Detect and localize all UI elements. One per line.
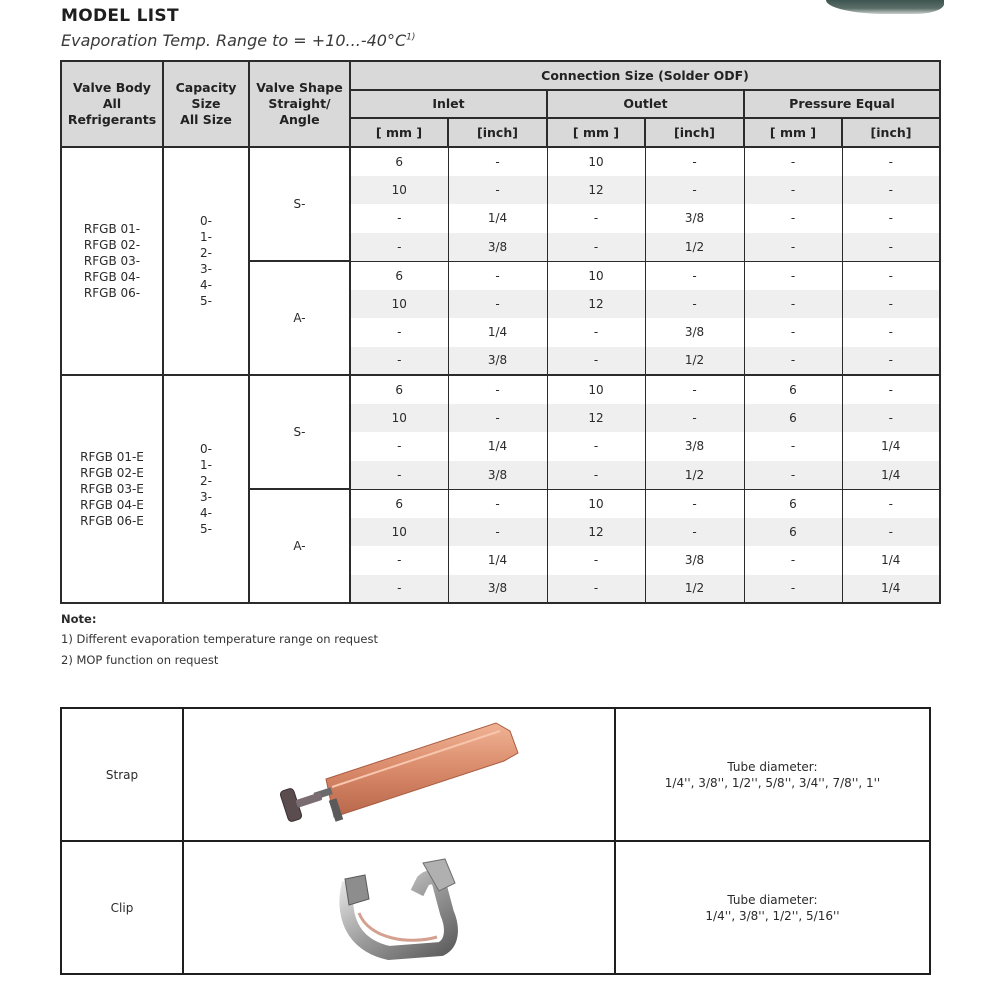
table-cell: - <box>448 375 547 404</box>
table-cell: - <box>645 404 744 433</box>
accessory-description: Tube diameter: 1/4'', 3/8'', 1/2'', 5/8'', 3/4'', 7/8'', 1'' <box>615 708 930 841</box>
table-cell: - <box>350 575 448 604</box>
table-cell: - <box>645 375 744 404</box>
table-cell: - <box>547 318 645 347</box>
table-cell: - <box>448 290 547 319</box>
table-cell: - <box>744 575 842 604</box>
table-cell: 6 <box>744 518 842 547</box>
unit-inch-header: [inch] <box>842 118 940 147</box>
table-cell: - <box>744 432 842 461</box>
outlet-header: Outlet <box>547 90 744 118</box>
table-cell: 10 <box>547 147 645 176</box>
page-title: MODEL LIST <box>61 6 179 26</box>
table-cell: - <box>448 489 547 518</box>
unit-mm-header: [ mm ] <box>744 118 842 147</box>
table-cell: - <box>350 546 448 575</box>
table-cell: - <box>448 147 547 176</box>
table-cell: 10 <box>547 375 645 404</box>
table-cell: - <box>645 261 744 290</box>
table-cell: - <box>744 461 842 490</box>
accessory-name: Clip <box>61 841 183 974</box>
table-cell: - <box>645 290 744 319</box>
valve-body-header: Valve Body All Refrigerants <box>61 61 163 147</box>
table-cell: - <box>645 176 744 205</box>
accessory-description: Tube diameter: 1/4'', 3/8'', 1/2'', 5/16'' <box>615 841 930 974</box>
model-list-table <box>60 60 941 604</box>
table-cell: 1/4 <box>448 432 547 461</box>
table-cell: 6 <box>350 375 448 404</box>
table-cell: - <box>350 432 448 461</box>
table-cell: 3/8 <box>448 347 547 376</box>
table-cell: 1/4 <box>842 432 940 461</box>
table-cell: - <box>744 261 842 290</box>
subtitle-text: Evaporation Temp. Range to = +10...-40°C <box>61 31 407 50</box>
table-cell: - <box>744 546 842 575</box>
note-title: Note: <box>61 612 97 626</box>
table-cell: 12 <box>547 176 645 205</box>
valve-shape-cell: A- <box>249 489 350 603</box>
page-subtitle <box>61 31 415 50</box>
table-cell: 10 <box>547 261 645 290</box>
table-cell: 6 <box>350 261 448 290</box>
table-cell: - <box>842 290 940 319</box>
table-cell: - <box>448 404 547 433</box>
strap-image-cell <box>183 708 615 841</box>
subtitle-footnote: 1) <box>406 32 416 43</box>
accessory-name: Strap <box>61 708 183 841</box>
table-cell: 12 <box>547 404 645 433</box>
table-cell: - <box>842 204 940 233</box>
accessories-table <box>60 707 931 975</box>
corner-decoration <box>826 0 944 14</box>
capacity-size-cell: 0- 1- 2- 3- 4- 5- <box>163 147 249 375</box>
accessory-row-strap <box>61 708 930 841</box>
table-cell: - <box>547 546 645 575</box>
table-cell: - <box>842 261 940 290</box>
table-cell: - <box>645 147 744 176</box>
table-cell: 6 <box>744 489 842 518</box>
valve-shape-cell: A- <box>249 261 350 375</box>
table-cell: - <box>448 518 547 547</box>
table-cell: 1/2 <box>645 347 744 376</box>
table-cell: - <box>744 176 842 205</box>
table-cell: 1/4 <box>448 546 547 575</box>
table-cell: - <box>350 204 448 233</box>
table-cell: 3/8 <box>645 318 744 347</box>
valve-shape-cell: S- <box>249 147 350 261</box>
table-cell: - <box>547 432 645 461</box>
metal-clip-image <box>329 853 469 963</box>
table-cell: - <box>842 347 940 376</box>
table-cell: 12 <box>547 518 645 547</box>
table-cell: - <box>842 489 940 518</box>
table-cell: - <box>842 404 940 433</box>
valve-shape-cell: S- <box>249 375 350 489</box>
table-cell: 1/4 <box>448 204 547 233</box>
table-cell: 10 <box>350 176 448 205</box>
table-cell: - <box>547 204 645 233</box>
table-cell: 1/4 <box>842 461 940 490</box>
table-cell: - <box>842 147 940 176</box>
connection-size-header: Connection Size (Solder ODF) <box>350 61 940 90</box>
table-cell: - <box>744 290 842 319</box>
table-row <box>61 375 940 404</box>
table-cell: - <box>350 233 448 262</box>
table-cell: - <box>842 176 940 205</box>
accessory-row-clip <box>61 841 930 974</box>
table-cell: 3/8 <box>645 204 744 233</box>
table-cell: 10 <box>350 518 448 547</box>
table-cell: - <box>547 575 645 604</box>
table-cell: 6 <box>350 147 448 176</box>
pressure-equal-header: Pressure Equal <box>744 90 940 118</box>
table-cell: 3/8 <box>448 233 547 262</box>
table-cell: - <box>547 347 645 376</box>
table-cell: - <box>645 518 744 547</box>
clip-image-cell <box>183 841 615 974</box>
table-cell: - <box>744 318 842 347</box>
table-cell: 1/4 <box>842 546 940 575</box>
table-cell: 1/4 <box>448 318 547 347</box>
table-cell: 3/8 <box>448 461 547 490</box>
table-cell: 1/2 <box>645 461 744 490</box>
valve-body-cell: RFGB 01-E RFGB 02-E RFGB 03-E RFGB 04-E RFGB 06-E <box>61 375 163 603</box>
table-cell: - <box>547 461 645 490</box>
table-cell: - <box>744 204 842 233</box>
unit-inch-header: [inch] <box>645 118 744 147</box>
copper-strap-image <box>274 717 524 833</box>
note-item: 1) Different evaporation temperature range on request <box>61 632 378 646</box>
table-cell: 6 <box>744 375 842 404</box>
inlet-header: Inlet <box>350 90 547 118</box>
unit-inch-header: [inch] <box>448 118 547 147</box>
valve-body-cell: RFGB 01- RFGB 02- RFGB 03- RFGB 04- RFGB 06- <box>61 147 163 375</box>
valve-shape-header: Valve Shape Straight/ Angle <box>249 61 350 147</box>
table-cell: 6 <box>744 404 842 433</box>
table-cell: 10 <box>350 290 448 319</box>
unit-mm-header: [ mm ] <box>350 118 448 147</box>
table-cell: - <box>350 347 448 376</box>
capacity-header: Capacity Size All Size <box>163 61 249 147</box>
table-cell: - <box>350 461 448 490</box>
table-cell: - <box>842 233 940 262</box>
table-cell: - <box>842 518 940 547</box>
table-cell: 3/8 <box>448 575 547 604</box>
table-cell: 10 <box>350 404 448 433</box>
table-cell: 1/2 <box>645 233 744 262</box>
note-item: 2) MOP function on request <box>61 653 219 667</box>
capacity-size-cell: 0- 1- 2- 3- 4- 5- <box>163 375 249 603</box>
table-cell: 1/4 <box>842 575 940 604</box>
table-cell: 3/8 <box>645 546 744 575</box>
table-cell: - <box>448 176 547 205</box>
table-cell: - <box>842 318 940 347</box>
unit-mm-header: [ mm ] <box>547 118 645 147</box>
table-cell: - <box>744 233 842 262</box>
table-cell: 6 <box>350 489 448 518</box>
table-cell: - <box>842 375 940 404</box>
table-cell: 1/2 <box>645 575 744 604</box>
table-cell: - <box>744 147 842 176</box>
table-cell: - <box>645 489 744 518</box>
table-cell: 10 <box>547 489 645 518</box>
table-cell: 3/8 <box>645 432 744 461</box>
table-cell: - <box>744 347 842 376</box>
table-cell: 12 <box>547 290 645 319</box>
table-cell: - <box>350 318 448 347</box>
table-cell: - <box>448 261 547 290</box>
table-cell: - <box>547 233 645 262</box>
table-row <box>61 147 940 176</box>
